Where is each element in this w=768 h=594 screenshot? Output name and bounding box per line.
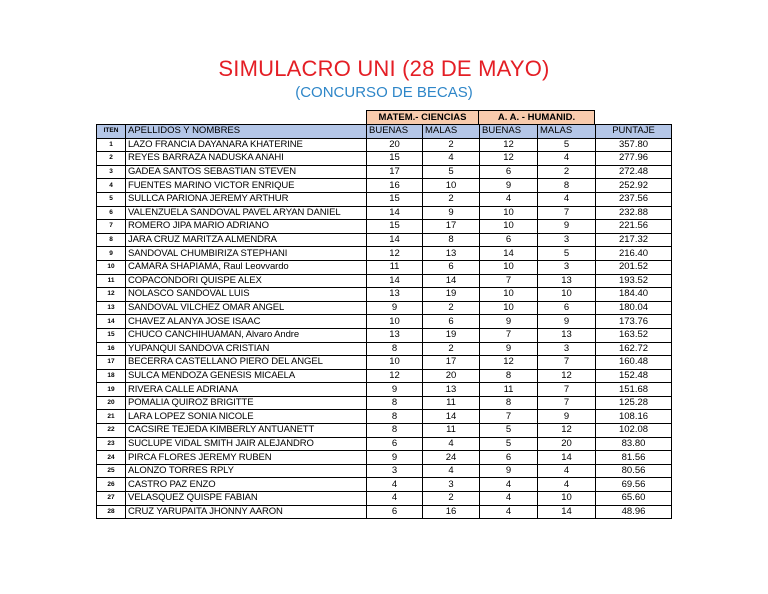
table-row — [97, 505, 672, 519]
table-row — [97, 383, 672, 397]
malas-humanidades: 4 — [538, 464, 596, 478]
table-header-row — [97, 125, 672, 139]
buenas-ciencias: 11 — [367, 260, 423, 274]
malas-ciencias: 4 — [423, 464, 480, 478]
puntaje: 193.52 — [596, 274, 672, 288]
group-header-humanidades: A. A. - HUMANID. — [479, 110, 595, 124]
puntaje: 232.88 — [596, 206, 672, 220]
row-number: 2 — [97, 152, 126, 166]
malas-ciencias: 19 — [423, 288, 480, 302]
buenas-humanidades: 9 — [480, 464, 538, 478]
buenas-ciencias: 4 — [367, 492, 423, 506]
student-name: LARA LOPEZ SONIA NICOLE — [126, 410, 367, 424]
puntaje: 83.80 — [596, 437, 672, 451]
buenas-ciencias: 14 — [367, 274, 423, 288]
group-header-row — [366, 110, 595, 125]
table-row — [97, 328, 672, 342]
malas-humanidades: 4 — [538, 478, 596, 492]
malas-ciencias: 20 — [423, 369, 480, 383]
malas-ciencias: 11 — [423, 424, 480, 438]
buenas-ciencias: 8 — [367, 396, 423, 410]
malas-ciencias: 5 — [423, 165, 480, 179]
puntaje: 221.56 — [596, 220, 672, 234]
student-name: SANDOVAL CHUMBIRIZA STEPHANI — [126, 247, 367, 261]
puntaje: 237.56 — [596, 192, 672, 206]
malas-humanidades: 4 — [538, 192, 596, 206]
table-row — [97, 356, 672, 370]
malas-humanidades: 3 — [538, 260, 596, 274]
buenas-humanidades: 10 — [480, 260, 538, 274]
malas-ciencias: 16 — [423, 505, 480, 519]
buenas-ciencias: 10 — [367, 356, 423, 370]
malas-humanidades: 9 — [538, 315, 596, 329]
malas-ciencias: 2 — [423, 192, 480, 206]
student-name: ALONZO TORRES RPLY — [126, 464, 367, 478]
puntaje: 173.76 — [596, 315, 672, 329]
malas-humanidades: 5 — [538, 138, 596, 152]
malas-ciencias: 4 — [423, 152, 480, 166]
row-number: 7 — [97, 220, 126, 234]
buenas-ciencias: 13 — [367, 328, 423, 342]
malas-ciencias: 13 — [423, 247, 480, 261]
buenas-humanidades: 4 — [480, 505, 538, 519]
row-number: 19 — [97, 383, 126, 397]
buenas-humanidades: 4 — [480, 478, 538, 492]
malas-ciencias: 14 — [423, 410, 480, 424]
buenas-humanidades: 8 — [480, 396, 538, 410]
buenas-humanidades: 12 — [480, 356, 538, 370]
buenas-humanidades: 14 — [480, 247, 538, 261]
table-row — [97, 437, 672, 451]
student-name: VALENZUELA SANDOVAL PAVEL ARYAN DANIEL — [126, 206, 367, 220]
student-name: CHUCO CANCHIHUAMAN, Alvaro Andre — [126, 328, 367, 342]
buenas-humanidades: 10 — [480, 288, 538, 302]
malas-humanidades: 5 — [538, 247, 596, 261]
malas-humanidades: 10 — [538, 288, 596, 302]
table-row — [97, 342, 672, 356]
table-row — [97, 315, 672, 329]
malas-ciencias: 8 — [423, 233, 480, 247]
buenas-humanidades: 5 — [480, 424, 538, 438]
table-row — [97, 233, 672, 247]
table-row — [97, 192, 672, 206]
header-malas-1: MALAS — [423, 125, 480, 139]
table-row — [97, 451, 672, 465]
table-row — [97, 464, 672, 478]
puntaje: 69.56 — [596, 478, 672, 492]
malas-humanidades: 4 — [538, 152, 596, 166]
table-row — [97, 260, 672, 274]
student-name: FUENTES MARINO VICTOR ENRIQUE — [126, 179, 367, 193]
buenas-ciencias: 14 — [367, 233, 423, 247]
header-puntaje: PUNTAJE — [596, 125, 672, 139]
student-name: SULCA MENDOZA GENESIS MICAELA — [126, 369, 367, 383]
buenas-ciencias: 12 — [367, 247, 423, 261]
puntaje: 180.04 — [596, 301, 672, 315]
buenas-humanidades: 9 — [480, 342, 538, 356]
row-number: 16 — [97, 342, 126, 356]
table-row — [97, 492, 672, 506]
row-number: 18 — [97, 369, 126, 383]
row-number: 22 — [97, 424, 126, 438]
buenas-humanidades: 9 — [480, 179, 538, 193]
buenas-ciencias: 17 — [367, 165, 423, 179]
header-malas-2: MALAS — [538, 125, 596, 139]
student-name: ROMERO JIPA MARIO ADRIANO — [126, 220, 367, 234]
buenas-ciencias: 20 — [367, 138, 423, 152]
table-row — [97, 179, 672, 193]
malas-humanidades: 14 — [538, 505, 596, 519]
buenas-ciencias: 12 — [367, 369, 423, 383]
table-row — [97, 369, 672, 383]
puntaje: 277.96 — [596, 152, 672, 166]
student-name: POMALIA QUIROZ BRIGITTE — [126, 396, 367, 410]
buenas-humanidades: 12 — [480, 152, 538, 166]
row-number: 9 — [97, 247, 126, 261]
buenas-humanidades: 10 — [480, 301, 538, 315]
puntaje: 216.40 — [596, 247, 672, 261]
puntaje: 272.48 — [596, 165, 672, 179]
table-row — [97, 301, 672, 315]
puntaje: 81.56 — [596, 451, 672, 465]
buenas-humanidades: 10 — [480, 220, 538, 234]
student-name: CACSIRE TEJEDA KIMBERLY ANTUANETT — [126, 424, 367, 438]
puntaje: 151.68 — [596, 383, 672, 397]
table-row — [97, 220, 672, 234]
buenas-humanidades: 9 — [480, 315, 538, 329]
row-number: 20 — [97, 396, 126, 410]
buenas-ciencias: 6 — [367, 505, 423, 519]
student-name: SUCLUPE VIDAL SMITH JAIR ALEJANDRO — [126, 437, 367, 451]
malas-humanidades: 6 — [538, 301, 596, 315]
student-name: CHAVEZ ALANYA JOSE ISAAC — [126, 315, 367, 329]
buenas-humanidades: 4 — [480, 492, 538, 506]
puntaje: 160.48 — [596, 356, 672, 370]
malas-humanidades: 10 — [538, 492, 596, 506]
row-number: 1 — [97, 138, 126, 152]
puntaje: 217.32 — [596, 233, 672, 247]
puntaje: 357.80 — [596, 138, 672, 152]
student-name: GADEA SANTOS SEBASTIAN STEVEN — [126, 165, 367, 179]
malas-humanidades: 14 — [538, 451, 596, 465]
malas-humanidades: 12 — [538, 424, 596, 438]
buenas-ciencias: 10 — [367, 315, 423, 329]
malas-humanidades: 7 — [538, 206, 596, 220]
row-number: 25 — [97, 464, 126, 478]
malas-ciencias: 24 — [423, 451, 480, 465]
buenas-ciencias: 15 — [367, 220, 423, 234]
malas-ciencias: 9 — [423, 206, 480, 220]
row-number: 10 — [97, 260, 126, 274]
page-subtitle: (CONCURSO DE BECAS) — [295, 84, 473, 101]
buenas-ciencias: 14 — [367, 206, 423, 220]
buenas-humanidades: 6 — [480, 165, 538, 179]
malas-ciencias: 10 — [423, 179, 480, 193]
header-iten: ITEN — [97, 125, 126, 139]
malas-humanidades: 2 — [538, 165, 596, 179]
student-name: CRUZ YARUPAITA JHONNY AARON — [126, 505, 367, 519]
buenas-humanidades: 12 — [480, 138, 538, 152]
table-row — [97, 247, 672, 261]
row-number: 27 — [97, 492, 126, 506]
malas-ciencias: 3 — [423, 478, 480, 492]
table-body — [97, 138, 672, 519]
row-number: 11 — [97, 274, 126, 288]
malas-humanidades: 13 — [538, 274, 596, 288]
row-number: 8 — [97, 233, 126, 247]
malas-ciencias: 6 — [423, 315, 480, 329]
buenas-humanidades: 10 — [480, 206, 538, 220]
malas-humanidades: 7 — [538, 383, 596, 397]
group-header-matem-ciencias: MATEM.- CIENCIAS — [366, 110, 479, 124]
buenas-ciencias: 9 — [367, 451, 423, 465]
malas-ciencias: 17 — [423, 356, 480, 370]
buenas-ciencias: 13 — [367, 288, 423, 302]
malas-ciencias: 2 — [423, 492, 480, 506]
malas-humanidades: 9 — [538, 220, 596, 234]
malas-humanidades: 12 — [538, 369, 596, 383]
row-number: 26 — [97, 478, 126, 492]
buenas-ciencias: 8 — [367, 424, 423, 438]
buenas-humanidades: 6 — [480, 451, 538, 465]
row-number: 12 — [97, 288, 126, 302]
student-name: BECERRA CASTELLANO PIERO DEL ANGEL — [126, 356, 367, 370]
buenas-ciencias: 6 — [367, 437, 423, 451]
malas-humanidades: 7 — [538, 356, 596, 370]
buenas-ciencias: 8 — [367, 410, 423, 424]
student-name: SULLCA PARIONA JEREMY ARTHUR — [126, 192, 367, 206]
puntaje: 163.52 — [596, 328, 672, 342]
student-name: SANDOVAL VILCHEZ OMAR ANGEL — [126, 301, 367, 315]
table-row — [97, 424, 672, 438]
malas-humanidades: 20 — [538, 437, 596, 451]
puntaje: 125.28 — [596, 396, 672, 410]
table-row — [97, 274, 672, 288]
header-name: APELLIDOS Y NOMBRES — [126, 125, 367, 139]
buenas-ciencias: 8 — [367, 342, 423, 356]
row-number: 4 — [97, 179, 126, 193]
buenas-humanidades: 11 — [480, 383, 538, 397]
malas-ciencias: 6 — [423, 260, 480, 274]
puntaje: 184.40 — [596, 288, 672, 302]
row-number: 13 — [97, 301, 126, 315]
buenas-ciencias: 15 — [367, 192, 423, 206]
row-number: 6 — [97, 206, 126, 220]
puntaje: 80.56 — [596, 464, 672, 478]
puntaje: 108.16 — [596, 410, 672, 424]
puntaje: 162.72 — [596, 342, 672, 356]
malas-ciencias: 13 — [423, 383, 480, 397]
table-row — [97, 206, 672, 220]
puntaje: 252.92 — [596, 179, 672, 193]
malas-ciencias: 14 — [423, 274, 480, 288]
row-number: 15 — [97, 328, 126, 342]
puntaje: 48.96 — [596, 505, 672, 519]
buenas-ciencias: 3 — [367, 464, 423, 478]
student-name: NOLASCO SANDOVAL LUIS — [126, 288, 367, 302]
buenas-humanidades: 8 — [480, 369, 538, 383]
row-number: 14 — [97, 315, 126, 329]
results-table — [96, 124, 672, 519]
buenas-humanidades: 7 — [480, 410, 538, 424]
buenas-ciencias: 9 — [367, 383, 423, 397]
puntaje: 201.52 — [596, 260, 672, 274]
student-name: LAZO FRANCIA DAYANARA KHATERINE — [126, 138, 367, 152]
header-buenas-1: BUENAS — [367, 125, 423, 139]
student-name: VELASQUEZ QUISPE FABIAN — [126, 492, 367, 506]
table-row — [97, 478, 672, 492]
table-row — [97, 288, 672, 302]
student-name: RIVERA CALLE ADRIANA — [126, 383, 367, 397]
student-name: JARA CRUZ MARITZA ALMENDRA — [126, 233, 367, 247]
buenas-humanidades: 7 — [480, 328, 538, 342]
buenas-ciencias: 16 — [367, 179, 423, 193]
malas-ciencias: 19 — [423, 328, 480, 342]
row-number: 3 — [97, 165, 126, 179]
table-row — [97, 165, 672, 179]
buenas-humanidades: 5 — [480, 437, 538, 451]
malas-ciencias: 2 — [423, 138, 480, 152]
buenas-ciencias: 15 — [367, 152, 423, 166]
row-number: 23 — [97, 437, 126, 451]
student-name: PIRCA FLORES JEREMY RUBEN — [126, 451, 367, 465]
row-number: 5 — [97, 192, 126, 206]
malas-humanidades: 3 — [538, 233, 596, 247]
student-name: CAMARA SHAPIAMA, Raul Leovvardo — [126, 260, 367, 274]
row-number: 17 — [97, 356, 126, 370]
malas-ciencias: 2 — [423, 301, 480, 315]
malas-humanidades: 3 — [538, 342, 596, 356]
student-name: YUPANQUI SANDOVA CRISTIAN — [126, 342, 367, 356]
header-buenas-2: BUENAS — [480, 125, 538, 139]
malas-ciencias: 17 — [423, 220, 480, 234]
table-row — [97, 152, 672, 166]
malas-humanidades: 9 — [538, 410, 596, 424]
puntaje: 102.08 — [596, 424, 672, 438]
malas-humanidades: 7 — [538, 396, 596, 410]
malas-humanidades: 8 — [538, 179, 596, 193]
puntaje: 65.60 — [596, 492, 672, 506]
buenas-humanidades: 7 — [480, 274, 538, 288]
buenas-ciencias: 9 — [367, 301, 423, 315]
student-name: COPACONDORI QUISPE ALEX — [126, 274, 367, 288]
table-row — [97, 410, 672, 424]
student-name: REYES BARRAZA NADUSKA ANAHI — [126, 152, 367, 166]
table-row — [97, 396, 672, 410]
malas-ciencias: 11 — [423, 396, 480, 410]
buenas-humanidades: 6 — [480, 233, 538, 247]
table-row — [97, 138, 672, 152]
row-number: 28 — [97, 505, 126, 519]
puntaje: 152.48 — [596, 369, 672, 383]
row-number: 21 — [97, 410, 126, 424]
buenas-humanidades: 4 — [480, 192, 538, 206]
malas-humanidades: 13 — [538, 328, 596, 342]
page-title: SIMULACRO UNI (28 DE MAYO) — [218, 56, 550, 81]
malas-ciencias: 2 — [423, 342, 480, 356]
buenas-ciencias: 4 — [367, 478, 423, 492]
malas-ciencias: 4 — [423, 437, 480, 451]
row-number: 24 — [97, 451, 126, 465]
student-name: CASTRO PAZ ENZO — [126, 478, 367, 492]
